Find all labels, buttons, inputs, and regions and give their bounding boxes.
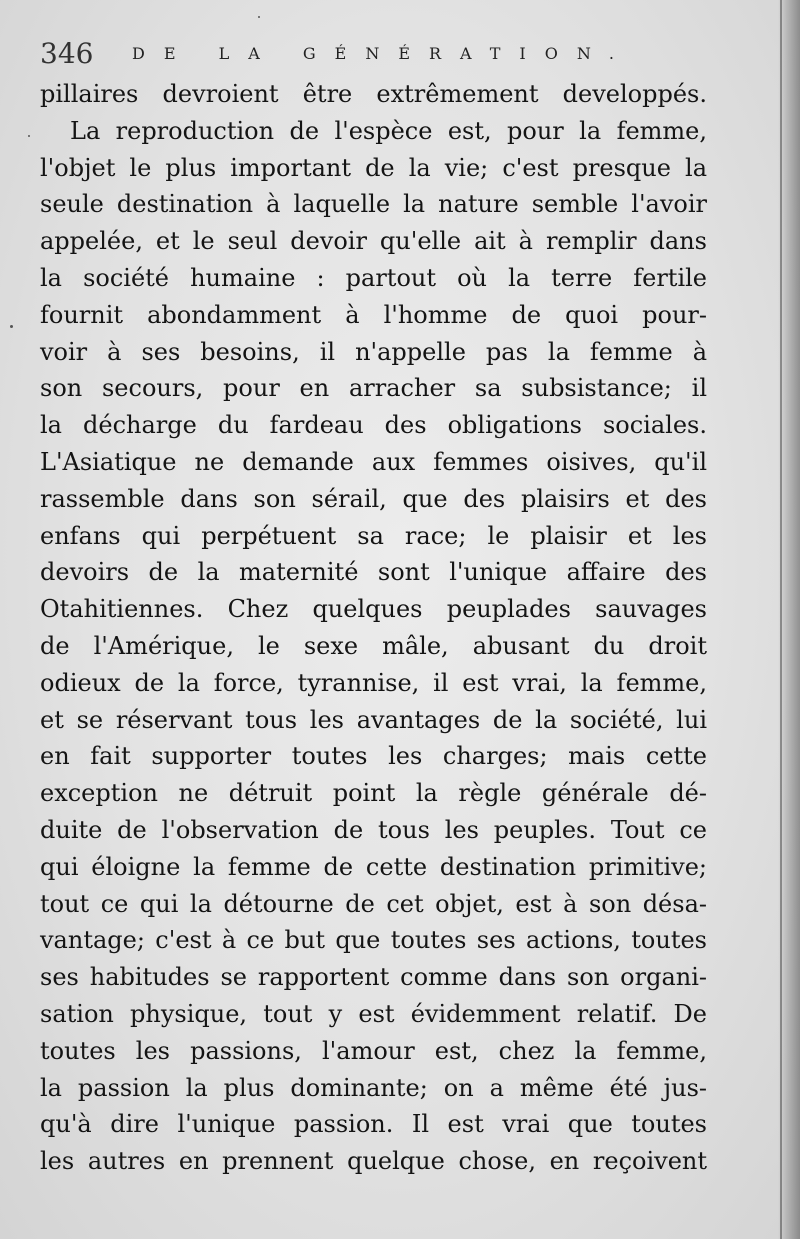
text-line: pillaires devroient être extrêmement developpés. [40, 80, 707, 108]
page-number: 346 [40, 37, 94, 70]
text-line: de l'Amérique, le sexe mâle, abusant du droit [40, 631, 707, 660]
text-line: sation physique, tout y est évidemment relatif. De [40, 999, 707, 1028]
page-edge-line [780, 0, 782, 1239]
text-line: exception ne détruit point la règle générale dé- [40, 779, 707, 808]
text-line: enfans qui perpétuent sa race; le plaisir et les [40, 521, 707, 550]
paper-speck [10, 325, 13, 328]
paper-speck [258, 16, 260, 18]
text-line: toutes les passions, l'amour est, chez la femme, [40, 1036, 707, 1065]
text-line: Otahitiennes. Chez quelques peuplades sauvages [40, 595, 707, 624]
text-line: l'objet le plus important de la vie; c'est presque la [40, 153, 707, 182]
text-line: ses habitudes se rapportent comme dans son organi- [40, 963, 707, 992]
body-text [40, 76, 707, 1180]
text-line: fournit abondamment à l'homme de quoi pour- [40, 300, 707, 329]
text-line: en fait supporter toutes les charges; mais cette [40, 742, 707, 771]
text-line: et se réservant tous les avantages de la société, lui [40, 705, 707, 734]
text-line: les autres en prennent quelque chose, en reçoivent [40, 1147, 707, 1176]
text-line: L'Asiatique ne demande aux femmes oisives, qu'il [40, 447, 707, 476]
text-line: tout ce qui la détourne de cet objet, est à son désa- [40, 889, 707, 918]
text-line: vantage; c'est à ce but que toutes ses actions, toutes [40, 926, 707, 955]
text-line: duite de l'observation de tous les peuples. Tout ce [40, 815, 707, 844]
text-line: odieux de la force, tyrannise, il est vrai, la femme, [40, 668, 707, 697]
text-line: voir à ses besoins, il n'appelle pas la femme à [40, 337, 707, 366]
text-line: la passion la plus dominante; on a même été jus- [40, 1073, 707, 1102]
text-line: qui éloigne la femme de cette destination primitive; [40, 852, 707, 881]
running-title: DE LA GÉNÉRATION. [132, 44, 633, 63]
text-line: la société humaine : partout où la terre fertile [40, 263, 707, 292]
text-line: la décharge du fardeau des obligations sociales. [40, 411, 707, 440]
paper-speck [28, 135, 30, 137]
text-line: qu'à dire l'unique passion. Il est vrai que toutes [40, 1110, 707, 1139]
text-line: seule destination à laquelle la nature semble l'avoir [40, 190, 707, 219]
text-line: son secours, pour en arracher sa subsistance; il [40, 374, 707, 403]
text-line: rassemble dans son sérail, que des plaisirs et des [40, 484, 707, 513]
text-line: devoirs de la maternité sont l'unique affaire des [40, 558, 707, 587]
page-header [40, 34, 740, 74]
text-line: appelée, et le seul devoir qu'elle ait à remplir dans [40, 227, 707, 256]
text-line: La reproduction de l'espèce est, pour la femme, [70, 116, 707, 145]
